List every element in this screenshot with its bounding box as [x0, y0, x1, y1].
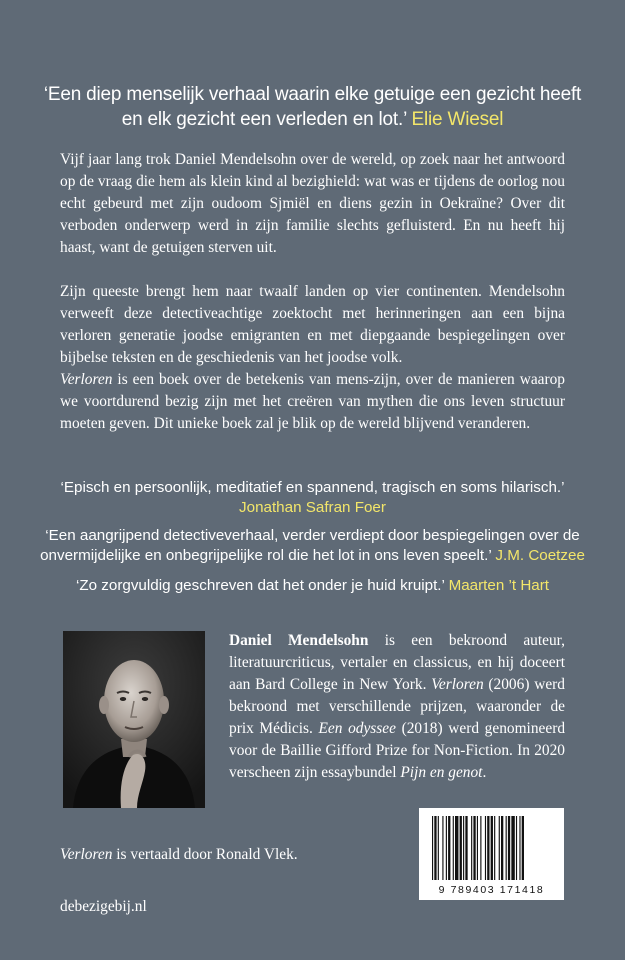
paragraph-3-text: is een boek over de betekenis van mens-zijn, over de manieren waarop we voortdurend bezig zijn met het creëren van mythen die ons leven structuur moeten geven. Dit unieke boek zal je blik op de wereld blijvend veranderen.	[60, 371, 565, 432]
top-quote	[40, 82, 585, 132]
review-quote-2	[40, 526, 585, 566]
bio-book-title: Pijn en genot	[400, 764, 483, 781]
barcode-bar	[471, 816, 472, 880]
barcode-bar	[519, 816, 520, 880]
review-quote-1	[40, 478, 585, 518]
barcode-bar	[465, 816, 467, 880]
barcode-bar	[477, 816, 478, 880]
translator-text: is vertaald door Ronald Vlek.	[112, 846, 298, 863]
top-quote-author: Elie Wiesel	[411, 109, 504, 130]
barcode-bar	[480, 816, 481, 880]
barcode-bar	[455, 816, 458, 880]
description-paragraph-1: Vijf jaar lang trok Daniel Mendelsohn over de wereld, op zoek naar het antwoord op de vraag die hem als klein kind al bezighield: wat was er tijdens de oorlog nou echt gebeurd met zijn oudoom Sjmiël en diens gezin in Oekraïne? Over dit verboden onderwerp werd in zijn familie slechts gefluisterd. En nu heeft hij haast, want de getuigen sterven uit.	[60, 151, 565, 256]
review-quote-3	[40, 576, 585, 596]
barcode-bar	[473, 816, 475, 880]
review-quote-text: ‘Zo zorgvuldig geschreven dat het onder je huid kruipt.’	[75, 577, 445, 594]
barcode-bar	[491, 816, 493, 880]
author-name: Daniel Mendelsohn	[229, 632, 369, 649]
review-quote-text: ‘Een aangrijpend detectiveverhaal, verder verdiept door bespiegelingen over de onvermijdelijke en onbegrijpelijke rol die het lot in ons leven speelt.’	[40, 527, 580, 564]
barcode-bar	[487, 816, 489, 880]
translator-credit	[60, 846, 298, 864]
barcode-bar	[432, 816, 433, 880]
barcode-bar	[511, 816, 514, 880]
barcode-bar	[501, 816, 503, 880]
barcode-bar	[453, 816, 454, 880]
barcode-bar	[446, 816, 447, 880]
barcode-bar	[463, 816, 464, 880]
barcode-bar	[438, 816, 439, 880]
isbn-number: 9 789403 171418	[438, 884, 545, 896]
barcode-bar	[516, 816, 517, 880]
review-quote-author: Jonathan Safran Foer	[239, 499, 386, 516]
barcode-bar	[448, 816, 450, 880]
author-portrait	[63, 631, 205, 808]
bio-book-title: Een odyssee	[318, 720, 396, 737]
book-title: Verloren	[60, 371, 113, 388]
review-quote-author: Maarten ’t Hart	[448, 577, 550, 594]
review-quote-text: ‘Episch en persoonlijk, meditatief en spannend, tragisch en soms hilarisch.’	[60, 479, 565, 496]
top-quote-text: ‘Een diep menselijk verhaal waarin elke getuige een gezicht heeft en elk gezicht een verleden en lot.’	[43, 84, 582, 130]
bio-book-title: Verloren	[431, 676, 484, 693]
barcode-bar	[434, 816, 436, 880]
description-paragraph-3	[60, 369, 565, 435]
translator-book-title: Verloren	[60, 846, 113, 863]
bio-text: (2018) werd genomineerd voor de Baillie Gifford Prize for Non-Fiction. In 2020 verscheen zijn essaybundel	[229, 720, 566, 781]
publisher-website: debezigebij.nl	[60, 898, 147, 915]
author-portrait-icon	[63, 631, 205, 808]
barcode-bar	[494, 816, 495, 880]
barcode-bar	[499, 816, 500, 880]
barcode-bar	[522, 816, 524, 880]
barcode-bar	[460, 816, 462, 880]
bio-text: (2006) werd bekroond met verschillende prijzen, waaronder de prix Médicis.	[229, 676, 565, 737]
barcode-bar	[506, 816, 507, 880]
description-paragraph-2: Zijn queeste brengt hem naar twaalf landen op vier continenten. Mendelsohn verweeft deze detectiveachtige zoektocht met herinneringen aan een bijna verloren generatie joodse emigranten en met diepgaande bespiegelingen over bijbelse teksten en de geschiedenis van het joodse volk.	[60, 283, 565, 366]
bio-text: is een bekroond auteur, literatuurcriticus, vertaler en classicus, en hij doceert aan Bard College in New York.	[229, 632, 566, 693]
barcode-bar	[508, 816, 510, 880]
review-quote-author: J.M. Coetzee	[495, 547, 585, 564]
barcode-bar	[442, 816, 443, 880]
bio-text: .	[482, 764, 487, 781]
author-bio	[229, 630, 565, 784]
barcode-bar	[485, 816, 486, 880]
isbn-barcode	[419, 808, 564, 900]
